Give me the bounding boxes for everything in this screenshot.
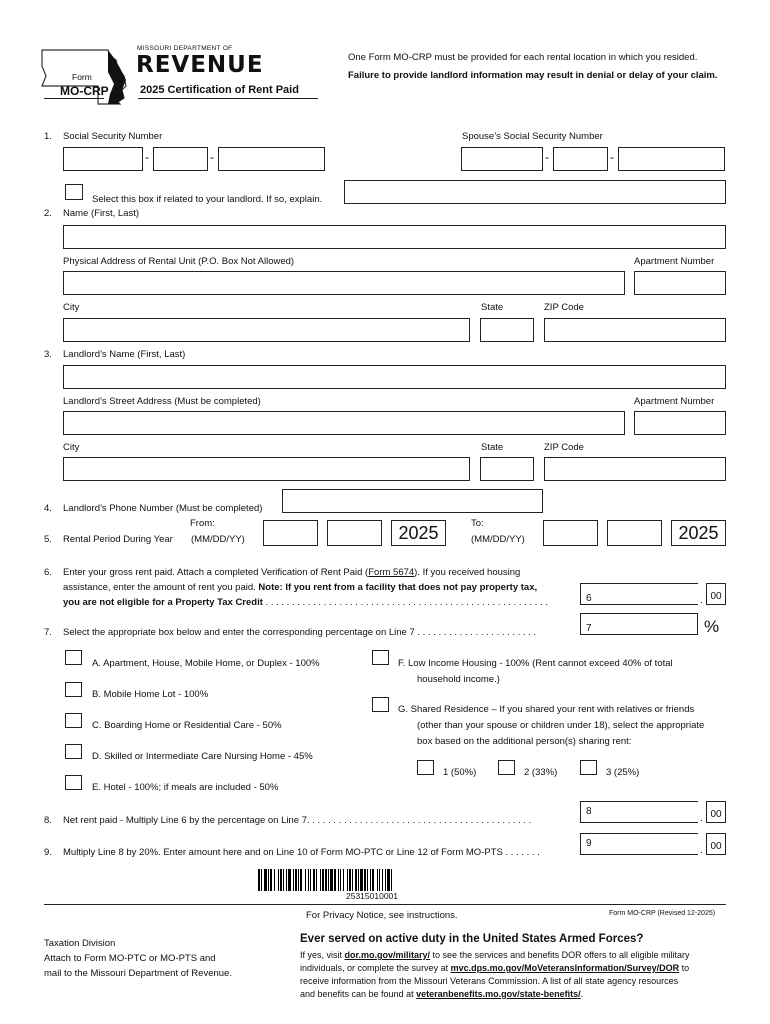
from-label: From: — [190, 518, 215, 529]
landlord-name-label: Landlord’s Name (First, Last) — [63, 349, 186, 360]
option-b-label: B. Mobile Home Lot - 100% — [92, 689, 209, 700]
ssn-field-part-1[interactable] — [63, 147, 143, 171]
option-g-label-1: G. Shared Residence – If you shared your rent with relatives or friends — [398, 704, 695, 715]
mil-1b: to see the services and benefits DOR offers to all eligible military — [430, 950, 690, 960]
option-g-label-3: box based on the additional person(s) sharing rent: — [417, 736, 632, 747]
line-8-amount-field[interactable] — [580, 801, 698, 823]
option-e-checkbox[interactable] — [65, 775, 82, 790]
form-code-underline — [44, 98, 104, 99]
line-7-dots: . . . . . . . . . . . . . . . . . . . . . . . — [417, 627, 537, 638]
revised-date: Form MO-CRP (Revised 12-2025) — [609, 910, 716, 917]
line-4-number: 4. — [44, 503, 52, 514]
option-d-checkbox[interactable] — [65, 744, 82, 759]
line-8-box-number: 8 — [586, 806, 592, 817]
state-benefits-link[interactable]: veteranbenefits.mo.gov/state-benefits/ — [416, 989, 581, 999]
landlord-state-label: State — [481, 442, 504, 453]
line-9-number: 9. — [44, 847, 52, 858]
shared-3-checkbox[interactable] — [580, 760, 597, 775]
city-field[interactable] — [63, 318, 470, 342]
line-8-dot: . — [700, 813, 703, 824]
line-6-dots: . . . . . . . . . . . . . . . . . . . . . . . . . . . . . . . . . . . . . . . . . . . . . . . . . . . . . . — [265, 597, 548, 608]
line-3-number: 3. — [44, 349, 52, 360]
shared-2-label: 2 (33%) — [524, 767, 558, 778]
shared-2-checkbox[interactable] — [498, 760, 515, 775]
city-label: City — [63, 302, 80, 313]
spouse-ssn-field-part-3[interactable] — [618, 147, 725, 171]
landlord-apartment-label: Apartment Number — [634, 396, 715, 407]
option-c-checkbox[interactable] — [65, 713, 82, 728]
landlord-zip-field[interactable] — [544, 457, 726, 481]
line-9-dot: . — [700, 845, 703, 856]
option-g-checkbox[interactable] — [372, 697, 389, 712]
option-f-checkbox[interactable] — [372, 650, 389, 665]
rental-period-label: Rental Period During Year — [63, 534, 173, 545]
line-6-number: 6. — [44, 567, 52, 578]
landlord-apartment-field[interactable] — [634, 411, 726, 435]
zip-field[interactable] — [544, 318, 726, 342]
line-6-dot: . — [700, 595, 703, 606]
line-6-text-c: assistance, enter the amount of rent you paid. — [63, 582, 256, 593]
line-6-box-number: 6 — [586, 593, 592, 604]
line-6-cents-field[interactable]: 00 — [706, 583, 726, 605]
state-label: State — [481, 302, 504, 313]
from-format-label: (MM/DD/YY) — [191, 534, 245, 545]
ssn-field-part-3[interactable] — [218, 147, 325, 171]
barcode-bar — [392, 869, 394, 891]
military-text-1 — [300, 950, 690, 960]
landlord-phone-label: Landlord’s Phone Number (Must be completed) — [63, 503, 263, 514]
line-7-percent-field[interactable] — [580, 613, 698, 635]
ssn-dash-2: - — [210, 150, 214, 164]
line-1-number: 1. — [44, 131, 52, 142]
mil-4b: . — [580, 989, 584, 999]
line-6-text-b: ). If you received housing — [414, 567, 521, 578]
dor-military-link[interactable]: dor.mo.gov/military/ — [344, 950, 431, 960]
barcode-number: 25315010001 — [346, 891, 399, 901]
military-text-3: receive information from the Missouri Veterans Commission. A list of all state agency resources — [300, 976, 679, 986]
apartment-number-field[interactable] — [634, 271, 726, 295]
to-label: To: — [471, 518, 484, 529]
title-underline — [138, 98, 318, 99]
landlord-phone-field[interactable] — [282, 489, 543, 513]
related-to-landlord-text: Select this box if related to your landlord. If so, explain. — [92, 194, 323, 205]
shared-3-label: 3 (25%) — [606, 767, 640, 778]
line-9-cents-field[interactable]: 00 — [706, 833, 726, 855]
to-format-label: (MM/DD/YY) — [471, 534, 525, 545]
military-text-2 — [300, 963, 689, 973]
barcode — [258, 869, 490, 891]
option-f-label-2: household income.) — [417, 674, 500, 685]
option-a-checkbox[interactable] — [65, 650, 82, 665]
landlord-zip-label: ZIP Code — [544, 442, 584, 453]
spouse-ssn-label: Spouse’s Social Security Number — [462, 131, 603, 142]
percent-sign: % — [704, 617, 720, 636]
agency-logo-text: REVENUE — [136, 52, 264, 78]
option-c-label: C. Boarding Home or Residential Care - 50% — [92, 720, 282, 731]
ssn-label: Social Security Number — [63, 131, 163, 142]
attach-instruction-2: mail to the Missouri Department of Revenue. — [44, 968, 232, 979]
line-9-dots: . . . . . . . — [505, 847, 540, 858]
mil-1a: If yes, visit — [300, 950, 345, 960]
line-7-number: 7. — [44, 627, 52, 638]
line-6-text-a: Enter your gross rent paid. Attach a completed Verification of Rent Paid ( — [63, 567, 369, 578]
line-7-text — [63, 627, 536, 638]
line-6-amount-field[interactable] — [580, 583, 698, 605]
line-7-instruction: Select the appropriate box below and enter the corresponding percentage on Line 7 — [63, 627, 415, 638]
line-6-text-3 — [63, 597, 548, 608]
line-9-instruction: Multiply Line 8 by 20%. Enter amount here and on Line 10 of Form MO-PTC or Line 12 of Form MO-PTS — [63, 847, 503, 858]
physical-address-field[interactable] — [63, 271, 625, 295]
to-month-field[interactable] — [543, 520, 598, 546]
apartment-number-label: Apartment Number — [634, 256, 715, 267]
name-field[interactable] — [63, 225, 726, 249]
shared-1-checkbox[interactable] — [417, 760, 434, 775]
line-5-number: 5. — [44, 534, 52, 545]
physical-address-label: Physical Address of Rental Unit (P.O. Box Not Allowed) — [63, 256, 295, 267]
zip-label: ZIP Code — [544, 302, 584, 313]
landlord-name-field[interactable] — [63, 365, 726, 389]
landlord-address-field[interactable] — [63, 411, 625, 435]
line-7-box-number: 7 — [586, 623, 592, 634]
form-title: 2025 Certification of Rent Paid — [140, 84, 299, 96]
state-field[interactable] — [480, 318, 534, 342]
line-6-note: Note: If you rent from a facility that does not pay property tax, — [258, 582, 538, 593]
spouse-ssn-dash-1: - — [545, 150, 549, 164]
to-year-field: 2025 — [671, 520, 726, 546]
shared-1-label: 1 (50%) — [443, 767, 477, 778]
ssn-field-part-2[interactable] — [153, 147, 208, 171]
from-year-field: 2025 — [391, 520, 446, 546]
agency-small-text: MISSOURI DEPARTMENT OF — [137, 45, 233, 52]
line-8-number: 8. — [44, 815, 52, 826]
name-label: Name (First, Last) — [63, 208, 140, 219]
military-text-4 — [300, 989, 583, 999]
related-to-landlord-checkbox[interactable] — [65, 184, 83, 200]
related-explanation-field[interactable] — [344, 180, 726, 204]
option-a-label: A. Apartment, House, Mobile Home, or Duplex - 100% — [92, 658, 320, 669]
landlord-city-field[interactable] — [63, 457, 470, 481]
attach-instruction-1: Attach to Form MO-PTC or MO-PTS and — [44, 953, 216, 964]
veterans-survey-link[interactable]: mvc.dps.mo.gov/MoVeteransInformation/Survey/DOR — [450, 963, 680, 973]
spouse-ssn-dash-2: - — [610, 150, 614, 164]
line-8-instruction: Net rent paid - Multiply Line 6 by the percentage on Line 7 — [63, 815, 307, 826]
option-d-label: D. Skilled or Intermediate Care Nursing Home - 45% — [92, 751, 313, 762]
to-day-field[interactable] — [607, 520, 662, 546]
line-8-cents-field[interactable]: 00 — [706, 801, 726, 823]
line-8-dots: . . . . . . . . . . . . . . . . . . . . . . . . . . . . . . . . . . . . . . . . . . . — [307, 815, 532, 826]
line-8-text — [63, 815, 531, 826]
option-e-label: E. Hotel - 100%; if meals are included - 50% — [92, 782, 279, 793]
spouse-ssn-field-part-2[interactable] — [553, 147, 608, 171]
mil-2a: individuals, or complete the survey at — [300, 963, 451, 973]
spouse-ssn-field-part-1[interactable] — [461, 147, 543, 171]
footer-divider — [44, 904, 726, 905]
form-code: MO-CRP — [60, 84, 109, 98]
line-6-text-2 — [63, 582, 537, 593]
form-label: Form — [72, 72, 92, 82]
military-heading: Ever served on active duty in the United States Armed Forces? — [300, 933, 644, 945]
landlord-address-label: Landlord’s Street Address (Must be completed) — [63, 396, 261, 407]
taxation-division: Taxation Division — [44, 938, 116, 949]
from-month-field[interactable] — [263, 520, 318, 546]
line-6-text-1 — [63, 567, 520, 578]
option-g-label-2: (other than your spouse or children under 18), select the appropriate — [417, 720, 705, 731]
landlord-city-label: City — [63, 442, 80, 453]
line-9-amount-field[interactable] — [580, 833, 698, 855]
landlord-state-field[interactable] — [480, 457, 534, 481]
notice-line-2: Failure to provide landlord information may result in denial or delay of your claim. — [348, 70, 718, 81]
option-f-label-1: F. Low Income Housing - 100% (Rent cannot exceed 40% of total — [398, 658, 673, 669]
form-5674-link[interactable]: Form 5674 — [368, 567, 415, 578]
from-day-field[interactable] — [327, 520, 382, 546]
privacy-notice: For Privacy Notice, see instructions. — [306, 910, 458, 921]
line-9-box-number: 9 — [586, 838, 592, 849]
ssn-dash-1: - — [145, 150, 149, 164]
notice-line-1: One Form MO-CRP must be provided for each rental location in which you resided. — [348, 52, 698, 63]
line-2-number: 2. — [44, 208, 52, 219]
line-6-bold-line: you are not eligible for a Property Tax Credit — [63, 597, 263, 608]
mil-4a: and benefits can be found at — [300, 989, 417, 999]
mil-2b: to — [679, 963, 690, 973]
line-9-text — [63, 847, 540, 858]
option-b-checkbox[interactable] — [65, 682, 82, 697]
